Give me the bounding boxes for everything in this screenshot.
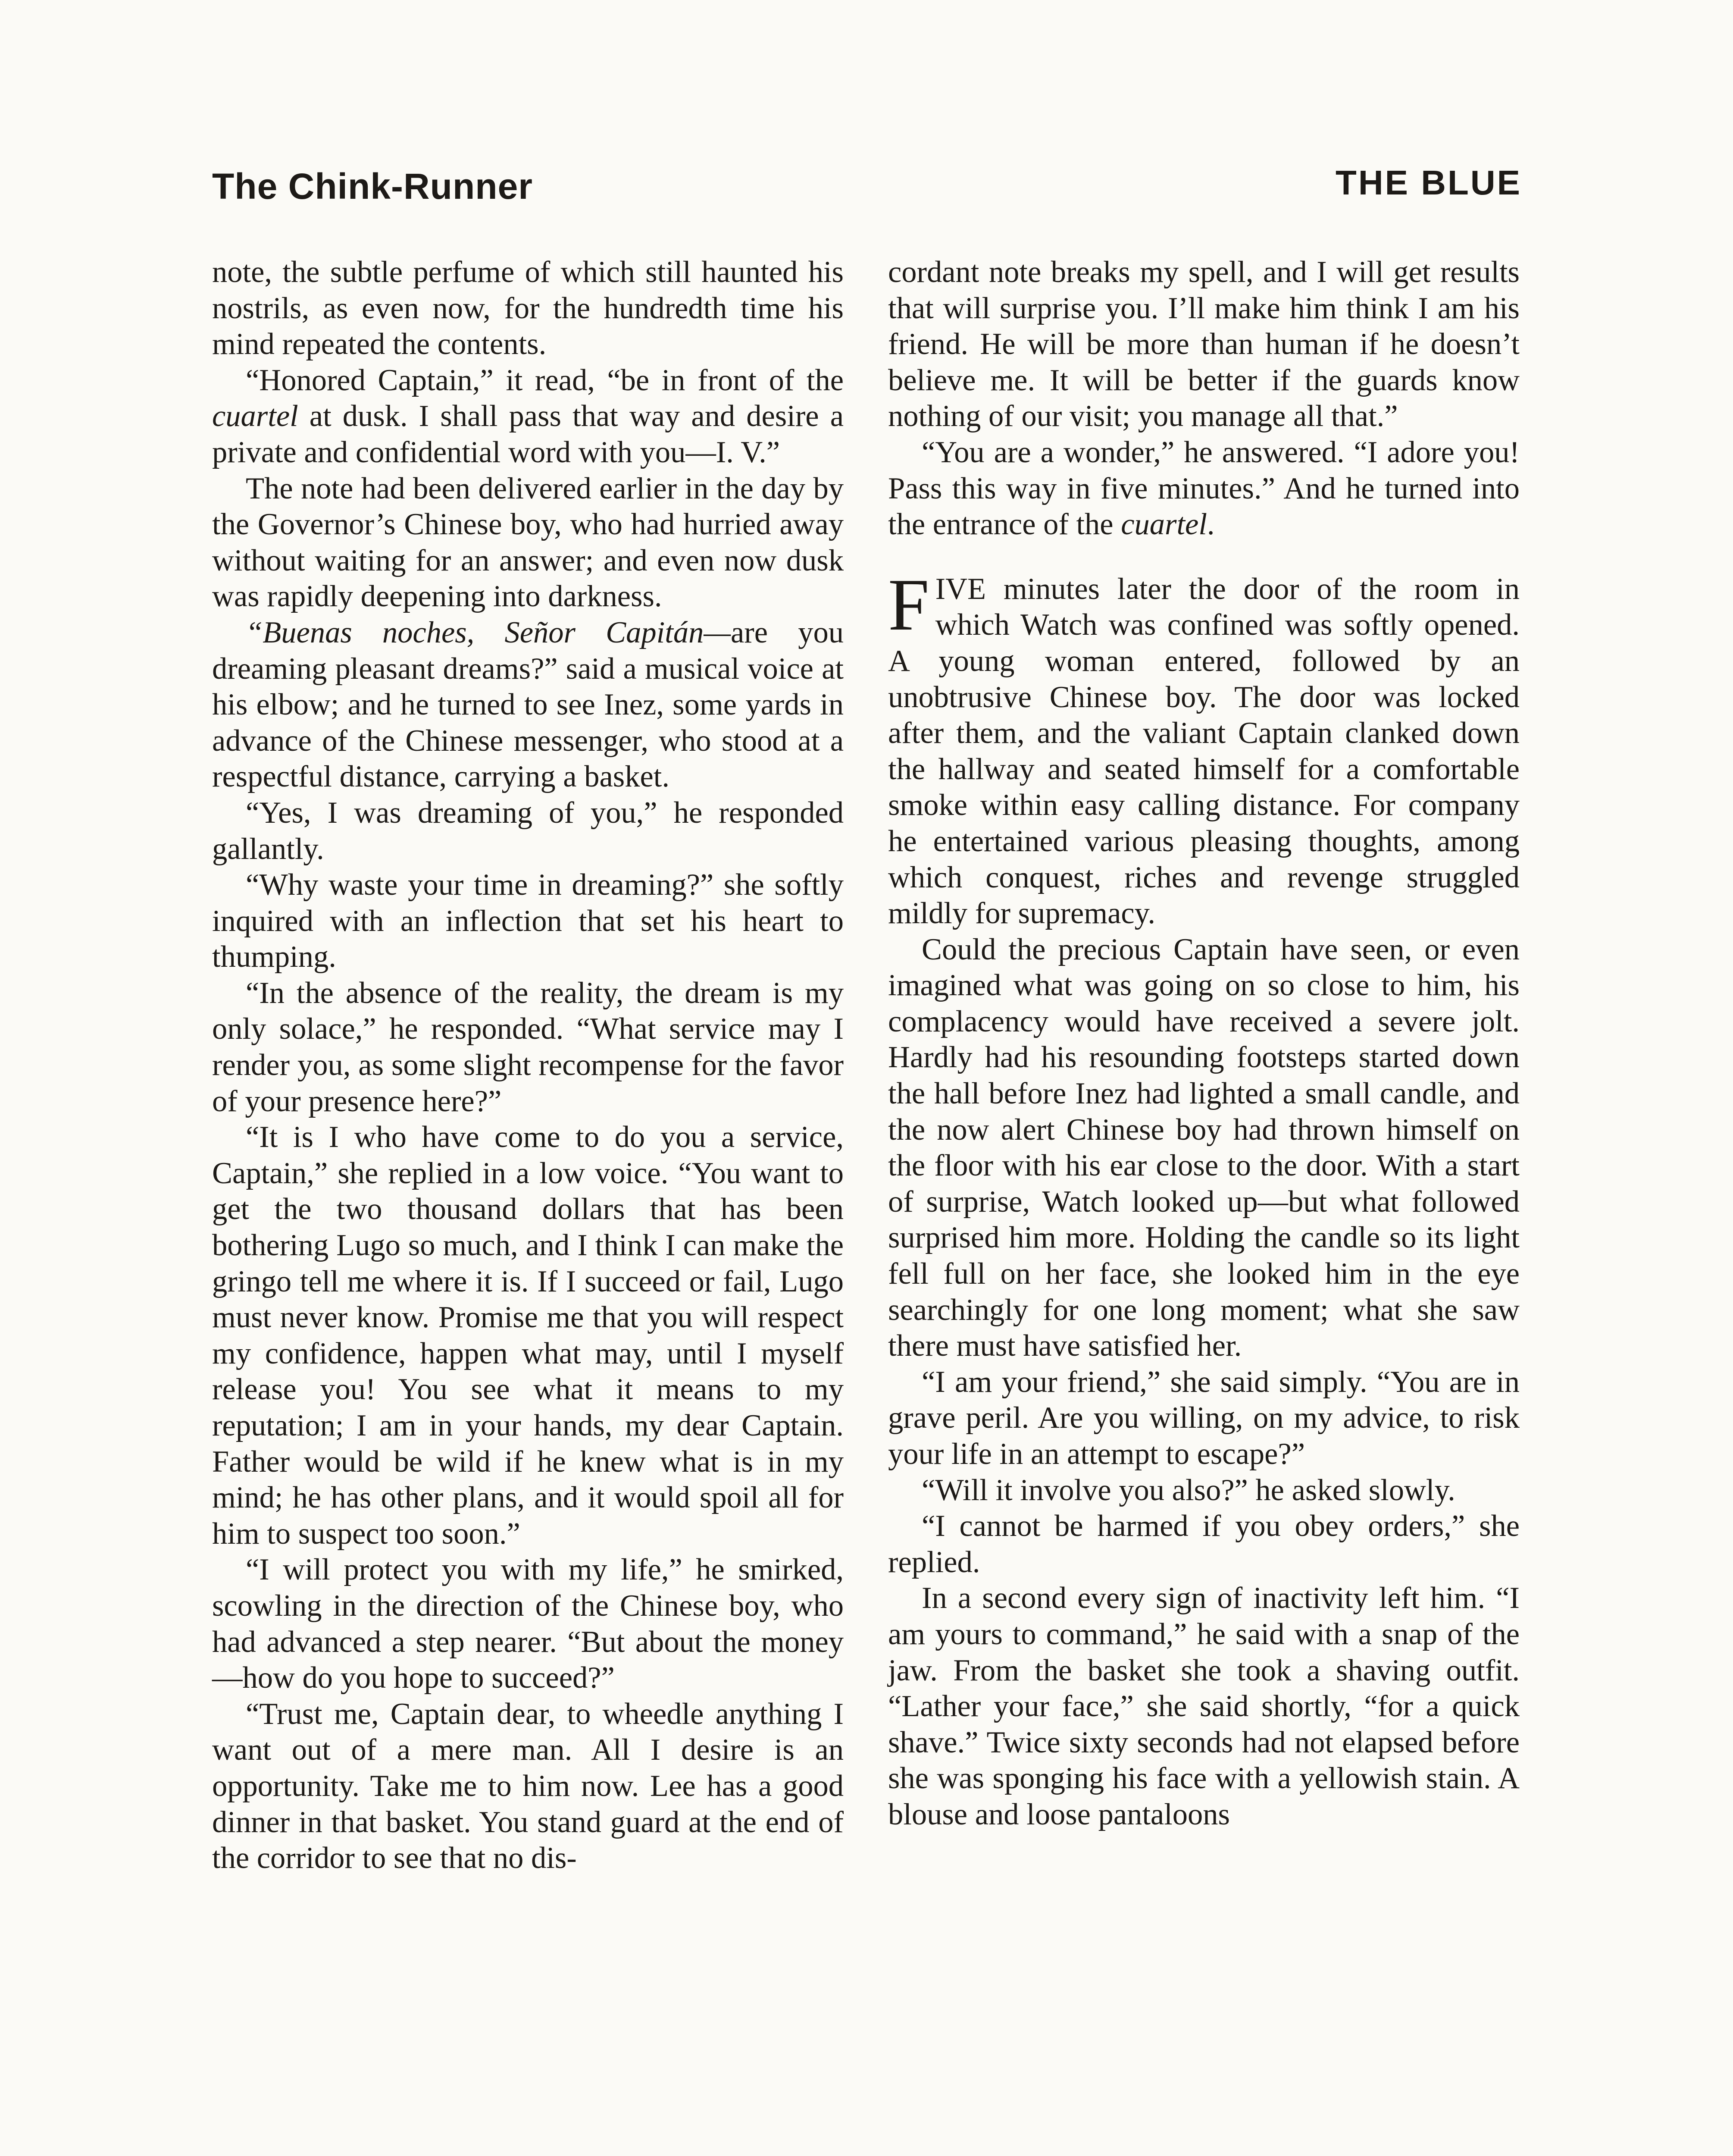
text-run: “Honored Captain,” it read, “be in front of the [246,363,844,397]
text-run: at dusk. I shall pass that way and desire a private and confidential word with you—I. V.” [212,399,844,469]
paragraph [212,1552,844,1696]
paragraph [212,471,844,615]
text-run: cordant note breaks my spell, and I will get results that will surprise you. I’ll make him think I am his friend. He will be more than human if he doesn’t believe me. It will be better if the guards know nothing of our visit; you manage all that.” [888,255,1520,433]
paragraph [888,932,1520,1364]
italic-text: “Buenas noches, Señor Capitán— [246,615,731,649]
paragraph [212,795,844,867]
running-head-magazine: THE BLUE [1336,163,1522,202]
text-run: “Yes, I was dreaming of you,” he responded gallantly. [212,796,844,866]
text-run: IVE minutes later the door of the room in which Watch was confined was softly opened. A young woman entered, followed by an unobtrusive Chinese boy. The door was locked after them, and the valiant Captain clanked down the hallway and seated himself for a comfortable smoke within easy calling distance. For company he entertained various pleasing thoughts, among which conquest, riches and revenge struggled mildly for supremacy. [888,572,1520,931]
running-head-title: The Chink-Runner [212,166,533,207]
text-run: In a second every sign of inactivity left him. “I am yours to command,” he said with a snap of the jaw. From the basket she took a shaving outfit. “Lather your face,” she said shortly, “for a quick shave.” Twice sixty seconds had not elapsed before she was sponging his face with a yellowish stain. A blouse and loose pantaloons [888,1581,1520,1831]
text-run: The note had been delivered earlier in the day by the Governor’s Chinese boy, who had hurried away without waiting for an answer; and even now dusk was rapidly deepening into darkness. [212,471,844,614]
text-run: “I will protect you with my life,” he smirked, scowling in the direction of the Chinese boy, who had advanced a step nearer. “But about the money—how do you hope to succeed?” [212,1553,844,1695]
text-run: “In the absence of the reality, the dream is my only solace,” he responded. “What service may I render you, as some slight recompense for the favor of your presence here?” [212,976,844,1118]
text-run: “I am your friend,” she said simply. “You are in grave peril. Are you willing, on my advice, to risk your life in an attempt to escape?” [888,1365,1520,1471]
text-run: “I cannot be harmed if you obey orders,” she replied. [888,1509,1520,1579]
paragraph [212,254,844,363]
drop-cap: F [888,564,929,646]
paragraph [212,363,844,471]
text-run: Could the precious Captain have seen, or even imagined what was going on so close to him, his complacency would have received a severe jolt. Hardly had his resounding footsteps started down the hall before Inez had lighted a small candle, and the now alert Chinese boy had thrown himself on the floor with his ear close to the door. With a start of surprise, Watch looked up—but what followed surprised him more. Holding the candle so its light fell full on her face, she looked him in the eye searchingly for one long moment; what she saw there must have satisfied her. [888,932,1520,1363]
paragraph [212,1119,844,1552]
italic-text: cuartel [212,399,298,433]
text-run: “Trust me, Captain dear, to wheedle anything I want out of a mere man. All I desire is an opportunity. Take me to him now. Lee has a good dinner in that basket. You stand guard at the end of the corridor to see that no dis- [212,1697,844,1875]
text-run: “Will it involve you also?” he asked slowly. [922,1473,1455,1507]
paragraph [212,867,844,975]
paragraph [888,435,1520,543]
text-run: . [1207,508,1215,542]
text-run: “It is I who have come to do you a service, Captain,” she replied in a low voice. “You want to get the two thousand dollars that has been bothering Lugo so much, and I think I can make the gringo tell me where it is. If I succeed or fail, Lugo must never know. Promise me that you will respect my confidence, happen what may, until I myself release you! You see what it means to my reputation; I am in your hands, my dear Captain. Father would be wild if he knew what is in my mind; he has other plans, and it would spoil all for him to suspect too soon.” [212,1120,844,1551]
paragraph [888,1364,1520,1473]
paragraph [888,1508,1520,1580]
left-text-column [212,254,844,1877]
paragraph [212,975,844,1119]
text-run: “You are a wonder,” he answered. “I adore you! Pass this way in five minutes.” And he turned into the entrance of the [888,435,1520,542]
paragraph [212,615,844,795]
italic-text: cuartel [1121,508,1207,542]
paragraph [888,1473,1520,1509]
paragraph [888,564,1520,932]
text-run: are you dreaming pleasant dreams?” said a musical voice at his elbow; and he turned to see Inez, some yards in advance of the Chinese messenger, who stood at a respectful distance, carrying a basket. [212,615,844,794]
paragraph [888,1580,1520,1833]
paragraph [212,1696,844,1877]
right-text-column [888,254,1520,1833]
text-run: “Why waste your time in dreaming?” she softly inquired with an inflection that set his heart to thumping. [212,868,844,974]
paragraph [888,254,1520,435]
text-run: note, the subtle perfume of which still haunted his nostrils, as even now, for the hundredth time his mind repeated the contents. [212,255,844,361]
